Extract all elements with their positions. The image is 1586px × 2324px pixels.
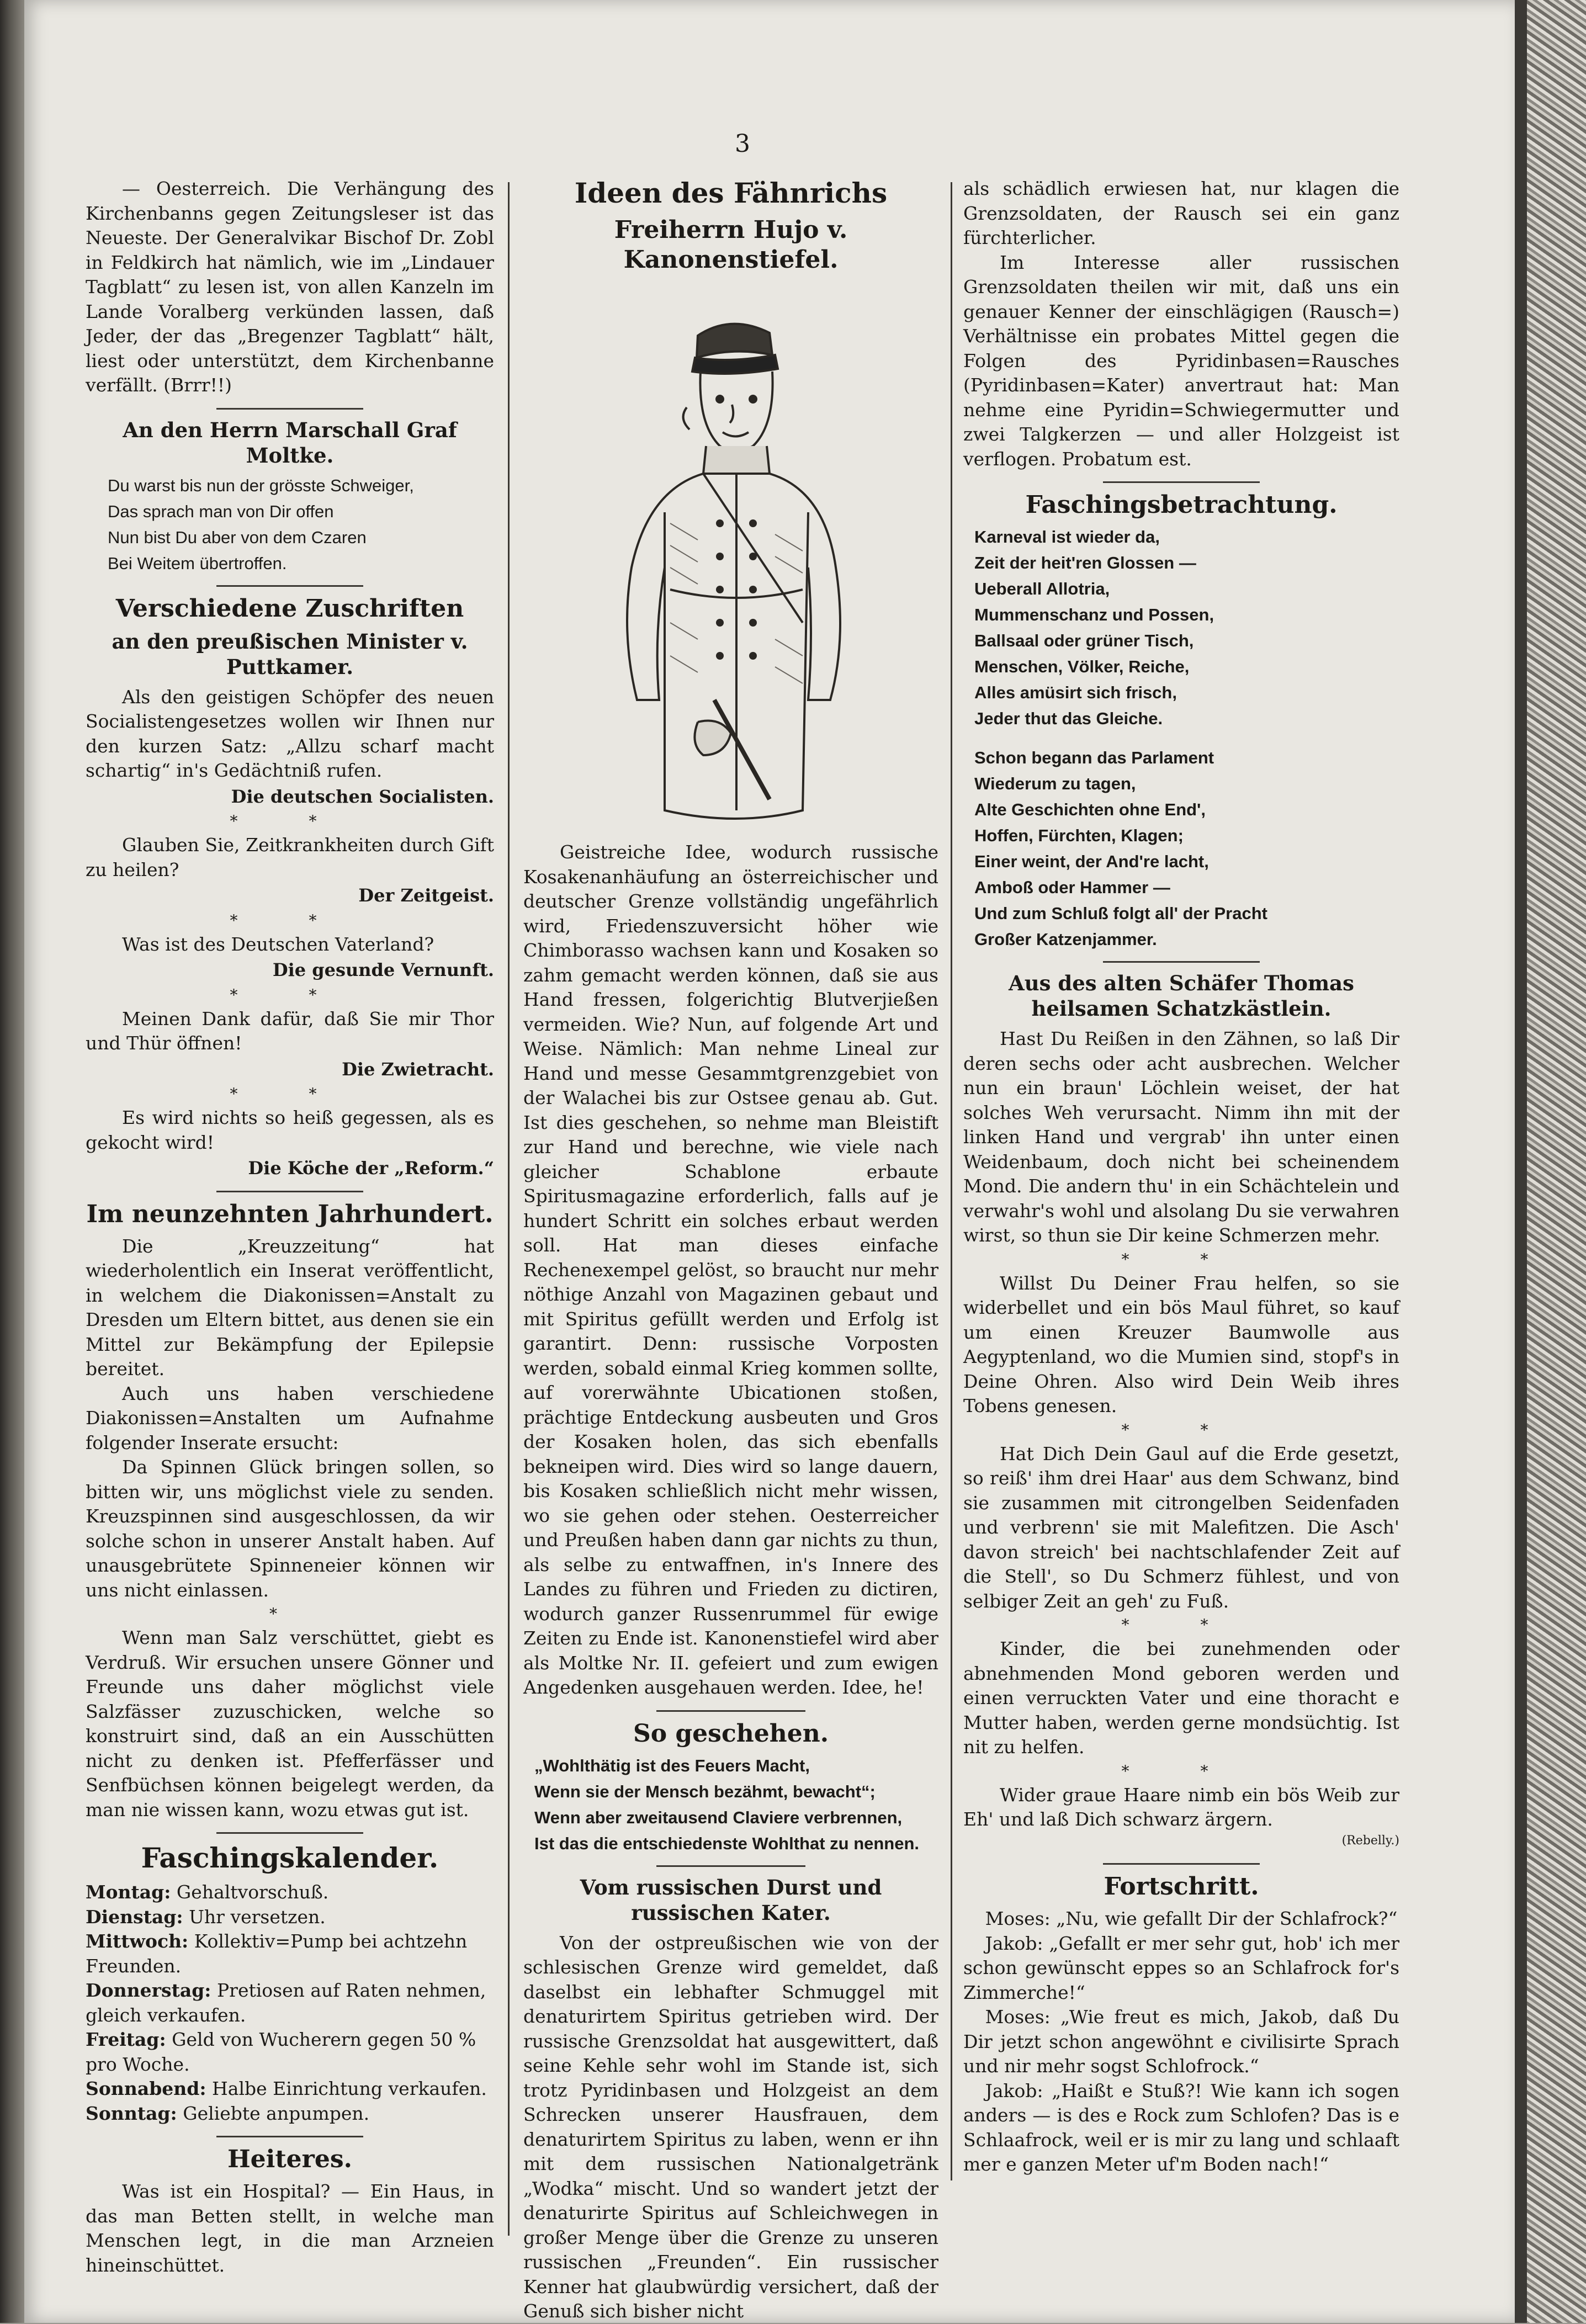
poem-line: Ballsaal oder grüner Tisch, xyxy=(974,631,1194,650)
poem-line: Schon begann das Parlament xyxy=(974,748,1214,767)
letter-signature: Die Köche der „Reform.“ xyxy=(248,1158,494,1179)
section-rule xyxy=(656,1710,806,1712)
poem-line: Alles amüsirt sich frisch, xyxy=(974,683,1177,702)
letter-signature: Die deutschen Socialisten. xyxy=(231,786,494,807)
section-rule xyxy=(216,1191,363,1192)
heading-kalender: Faschingskalender. xyxy=(141,1842,439,1874)
poem-line: Einer weint, der And're lacht, xyxy=(974,852,1209,871)
stanza-gap xyxy=(963,733,1399,744)
calendar-entry: Freitag: Geld von Wucherern gegen 50 % pro Woche. xyxy=(86,2029,476,2075)
letter-signature: Die gesunde Vernunft. xyxy=(272,959,494,980)
remedy-paragraph: Hast Du Reißen in den Zähnen, so laß Dir deren sechs oder acht ausbrechen. Welcher nun ein braun' Löchlein weiset, der hat solches Weh verursacht. Nimm ihn mit der linken Hand und vergrab' ihn unter einen Weidenbaum, doch nicht bei scheinendem Mond. Die andern thu' in ein Schächtelein und verwahr's wohl und alsolang Du sie verwahren wirst, so thun sie Dir keine Schmerzen mehr. xyxy=(963,1028,1399,1246)
heading-geschehen: So geschehen. xyxy=(633,1719,829,1748)
poem-line: Menschen, Völker, Reiche, xyxy=(974,657,1190,676)
letter-text: Es wird nichts so heiß gegessen, als es gekocht wird! xyxy=(86,1107,494,1153)
dialog-line: Moses: „Wie freut es mich, Jakob, daß Du Dir jetzt schon angewöhnt e civilisirte Sprach und nir mehr sogst Schlofrock.“ xyxy=(963,2006,1399,2077)
remedy-paragraph: Hat Dich Dein Gaul auf die Erde gesetzt, so reiß' ihm drei Haar' aus dem Schwanz, bind sie zusammen mit citrongelben Seidenfaden und verbrenn' sie mit Malefitzen. Die Asch' davon streich' bei nachtschlafender Zeit auf die Stell', so Du Schmerz fühlest, und von selbiger Zeit an geh' zu Fuß. xyxy=(963,1442,1399,1612)
poem-line: Karneval ist wieder da, xyxy=(974,527,1160,546)
article-durst-continued: Im Interesse aller russischen Grenzsoldaten theilen wir mit, daß uns ein genauer Kenner der einschlägigen (Rausch=) Verhältnisse ein probates Mittel gegen die Folgen des Pyridinbasen=Rausches (Pyridinbasen=Kater) anvertraut hat: Man nehme eine Pyridin=Schwiegermutter und zwei Talgkerzen — und aller Holzgeist ist verflogen. Probatum est. xyxy=(963,251,1399,470)
poem-line: Wiederum zu tagen, xyxy=(974,774,1136,793)
poem-line: Mummenschanz und Possen, xyxy=(974,605,1214,624)
article-oesterreich: — Oesterreich. Die Verhängung des Kirchenbanns gegen Zeitungsleser ist das Neueste. Der Generalvikar Bischof Dr. Zobl in Feldkirch hat nämlich, wie im „Lindauer Tagblatt“ zu lesen ist, von allen Kanzeln im Lande Voralberg verkünden lassen, daß Jeder, der das „Bregenzer Tagblatt“ hält, liest oder unterstützt, dem Kirchenbanne verfällt. (Brrr!!) xyxy=(86,178,494,396)
poem-line: „Wohlthätig ist des Feuers Macht, xyxy=(534,1755,810,1775)
heading-moltke: An den Herrn Marschall Graf Moltke. xyxy=(123,417,457,468)
section-rule xyxy=(656,1865,806,1867)
article-paragraph: Was ist ein Hospital? — Ein Haus, in das man Betten stellt, in welche man Menschen legt, in die man Arzneien hineinschüttet. xyxy=(86,2180,494,2276)
poem-line: Wenn sie der Mensch bezähmt, bewacht“; xyxy=(534,1781,876,1801)
poem-line: Hoffen, Fürchten, Klagen; xyxy=(974,826,1184,845)
section-rule xyxy=(1103,481,1260,483)
poem-line: Zeit der heit'ren Glossen — xyxy=(974,553,1196,572)
article-durst-continued: als schädlich erwiesen hat, nur klagen die Grenzsoldaten, der Rausch sei ein ganz fürchterlicher. xyxy=(963,178,1399,248)
marbled-book-edge xyxy=(1515,0,1586,2323)
dialog-line: Jakob: „Gefallt er mer sehr gut, hob' ich mer schon gewünscht eppes so an Schlafrock for's Zimmerche!“ xyxy=(963,1932,1399,2003)
heading-fortschritt: Fortschritt. xyxy=(1104,1872,1259,1901)
letter-signature: Die Zwietracht. xyxy=(342,1058,494,1080)
poem-line: Alte Geschichten ohne End', xyxy=(974,800,1206,819)
letter-signature: Der Zeitgeist. xyxy=(358,885,494,906)
book-spine xyxy=(0,0,24,2323)
article-paragraph: Auch uns haben verschiedene Diakonissen=Anstalten um Aufnahme folgender Inserate ersucht: xyxy=(86,1382,494,1453)
poem-line: Ist das die entschiedenste Wohlthat zu nennen. xyxy=(534,1833,920,1853)
calendar-entry: Donnerstag: Pretiosen auf Raten nehmen, gleich verkaufen. xyxy=(86,1980,486,2026)
source-attribution: (Rebelly.) xyxy=(1341,1833,1399,1848)
page-number: 3 xyxy=(735,130,750,158)
heading-heiteres: Heiteres. xyxy=(227,2145,352,2173)
heading-schaefer: Aus des alten Schäfer Thomas heilsamen Schatzkästlein. xyxy=(1009,971,1354,1021)
remedy-paragraph: Wider graue Haare nimb ein bös Weib zur Eh' und laß Dich schwarz ärgern. xyxy=(963,1784,1399,1830)
letter-text: Was ist des Deutschen Vaterland? xyxy=(122,933,434,955)
article-paragraph: Wenn man Salz verschüttet, giebt es Verdruß. Wir ersuchen unsere Gönner und Freunde uns daher möglichst viele Salzfässer zuzuschicken, welche so konstruirt sind, daß an ein Ausschütten nicht zu denken ist. Pfefferfässer und Senfbüchsen können beigelegt werden, da man nie wissen kann, wozu etwas gut ist. xyxy=(86,1627,494,1821)
column-right xyxy=(963,177,1399,2208)
section-rule xyxy=(1103,961,1260,963)
separator-stars: * * xyxy=(1121,1761,1242,1780)
calendar-entry: Mittwoch: Kollektiv=Pump bei achtzehn Freunden. xyxy=(86,1930,468,1977)
dialog-line: Moses: „Nu, wie gefallt Dir der Schlafrock?“ xyxy=(985,1908,1398,1929)
heading-betrachtung: Faschingsbetrachtung. xyxy=(1025,491,1338,519)
column-divider-1 xyxy=(508,182,510,2236)
letter-text: Glauben Sie, Zeitkrankheiten durch Gift zu heilen? xyxy=(86,834,494,880)
dialog-line: Jakob: „Haißt e Stuß?! Wie kann ich sogen anders — is des e Rock zum Schlofen? Das is e Schlaafrock, weil er is mir zu lang und schlaaft mer e ganzen Meter uf'm Boden nach!“ xyxy=(963,2079,1399,2175)
heading-kanonenstiefel: Freiherrn Hujo v. Kanonenstiefel. xyxy=(614,216,848,274)
heading-zuschriften: Verschiedene Zuschriften xyxy=(115,594,464,623)
article-durst: Von der ostpreußischen wie von der schlesischen Grenze wird gemeldet, daß daselbst ein lebhafter Schmuggel mit denaturirtem Spiritus getrieben wird. Der russische Grenzsoldat hat ausgewittert, daß seine Kehle sehr wohl im Stande ist, sich trotz Pyridinbasen und Holzgeist an dem Schrecken unserer Hausfrauen, dem denaturirtem Spiritus zu laben, wenn er ihn mit dem russischen Nationalgetränk „Wodka“ mischt. Und so wandert jetzt der denaturirte Spiritus auf Schleichwegen in großer Menge über die Grenze zu unseren russischen „Freunden“. Ein russischer Kenner hat glaubwürdig versichert, daß der Genuß sich bisher nicht xyxy=(523,1932,938,2322)
article-paragraph: Die „Kreuzzeitung“ hat wiederholentlich ein Inserat veröffentlicht, in welchem die Diakonissen=Anstalt zu Dresden um Eltern bittet, aus denen sie ein Mittel zur Bekämpfung der Epilepsie bereitet. xyxy=(86,1235,494,1379)
column-middle xyxy=(523,177,938,2322)
poem-line: Wenn aber zweitausend Claviere verbrennen, xyxy=(534,1807,903,1827)
separator-stars: * * xyxy=(1121,1250,1242,1269)
remedy-paragraph: Kinder, die bei zunehmenden oder abnehmenden Mond geboren werden und einen verruckten Vater und eine thoracht e Mutter haben, werden gerne mondsüchtig. Ist nit zu helfen. xyxy=(963,1638,1399,1758)
poem-line: Bei Weitem übertroffen. xyxy=(108,553,287,573)
separator-stars: * * xyxy=(230,1085,350,1103)
section-rule xyxy=(216,585,363,587)
calendar-entry: Dienstag: Uhr versetzen. xyxy=(86,1906,326,1928)
column-left xyxy=(86,177,494,2276)
remedy-paragraph: Willst Du Deiner Frau helfen, so sie widerbellet und ein bös Maul führet, so kauf um einen Kreuzer Baumwolle aus Aegyptenland, wo die Mumien sind, stopf's in Deine Ohren. Also wird Dein Weib ihres Tobens genesen. xyxy=(963,1272,1399,1416)
poem-line: Jeder thut das Gleiche. xyxy=(974,709,1163,728)
poem-line: Das sprach man von Dir offen xyxy=(108,501,334,521)
heading-ideen: Ideen des Fähnrichs xyxy=(574,177,888,209)
separator-stars: * xyxy=(269,1605,310,1623)
section-rule xyxy=(216,1832,363,1834)
section-rule xyxy=(1103,1863,1260,1865)
letter-text: Meinen Dank dafür, daß Sie mir Thor und Thür öffnen! xyxy=(86,1007,494,1054)
poem-line: Und zum Schluß folgt all' der Pracht xyxy=(974,904,1267,923)
heading-jahrhundert: Im neunzehnten Jahrhundert. xyxy=(86,1200,494,1228)
poem-line: Amboß oder Hammer — xyxy=(974,878,1170,897)
article-paragraph: Da Spinnen Glück bringen sollen, so bitten wir, uns möglichst viele zu senden. Kreuzspinnen sind ausgeschlossen, da wir solche schon in unserer Anstalt haben. Auf unausgebrütete Spinneneier können wir uns nicht einlassen. xyxy=(86,1456,494,1601)
section-rule xyxy=(216,2136,363,2137)
separator-stars: * * xyxy=(230,812,350,830)
separator-stars: * * xyxy=(230,911,350,930)
calendar-entry: Montag: Gehaltvorschuß. xyxy=(86,1881,329,1903)
calendar-entry: Sonntag: Geliebte anpumpen. xyxy=(86,2102,370,2124)
calendar-entry: Sonnabend: Halbe Einrichtung verkaufen. xyxy=(86,2078,487,2099)
article-ideen: Geistreiche Idee, wodurch russische Kosakenanhäufung an österreichischer und deutscher Grenze vollständig ungefährlich wird, Friedenszuversicht höher wie Chimborasso wachsen kann und Kosaken so zahm gemacht werden können, daß sie aus Hand fressen, folgerichtig Blutverjießen vermeiden. Wie? Nun, auf folgende Art und Weise. Nämlich: Man nehme Lineal zur Hand und messe Gesammtgrenzgebiet von der Walachei bis zur Ostsee genau ab. Gut. Ist dies geschehen, so nehme man Bleistift zur Hand und berechne, wie viele nach gleicher Schablone erbaute Spiritusmagazine erforderlich, falls auf je hundert Schritt ein solches erbaut werden soll. Hat man dieses einfache Rechenexempel gelöst, so braucht nur mehr nöthige Anzahl von Magazinen gebaut und mit Spiritus gefüllt werden und Erfolg ist garantirt. Denn: russische Vorposten werden, sobald einmal Krieg kommen sollte, auf vorerwähnte Ubicationen stoßen, prächtige Entdeckung ausbeuten und Gros der Kosaken holen, das sich ebenfalls bekneipen wird. Dies wird so lange dauern, bis Kosaken schließlich nicht mehr wissen, wo sie gehen oder stehen. Oesterreicher und Preußen haben dann gar nichts zu thun, als selbe zu entwaffnen, in's Innere des Landes zu führen und Frieden zu dictiren, wodurch ganzer Russenrummel für ewige Zeiten zu Ende ist. Kanonenstiefel wird aber als Moltke Nr. II. gefeiert und zum ewigen Angedenken ausgehauen werden. Idee, he! xyxy=(523,841,938,1698)
section-rule xyxy=(216,408,363,410)
separator-stars: * * xyxy=(1121,1616,1242,1634)
separator-stars: * * xyxy=(230,985,350,1004)
soldier-portrait-illustration-icon xyxy=(587,280,874,832)
separator-stars: * * xyxy=(1121,1420,1242,1439)
subheading-puttkamer: an den preußischen Minister v. Puttkamer. xyxy=(112,629,468,679)
letter-text: Als den geistigen Schöpfer des neuen Socialistengesetzes wollen wir Ihnen nur den kurzen Satz: „Allzu scharf macht schartig“ in's Gedächtniß rufen. xyxy=(86,686,494,781)
column-divider-2 xyxy=(951,182,952,2180)
poem-line: Großer Katzenjammer. xyxy=(974,930,1157,949)
poem-line: Du warst bis nun der grösste Schweiger, xyxy=(108,475,414,495)
poem-line: Nun bist Du aber von dem Czaren xyxy=(108,527,367,547)
heading-durst: Vom russischen Durst und russischen Kater. xyxy=(580,1875,882,1925)
poem-line: Ueberall Allotria, xyxy=(974,579,1110,598)
